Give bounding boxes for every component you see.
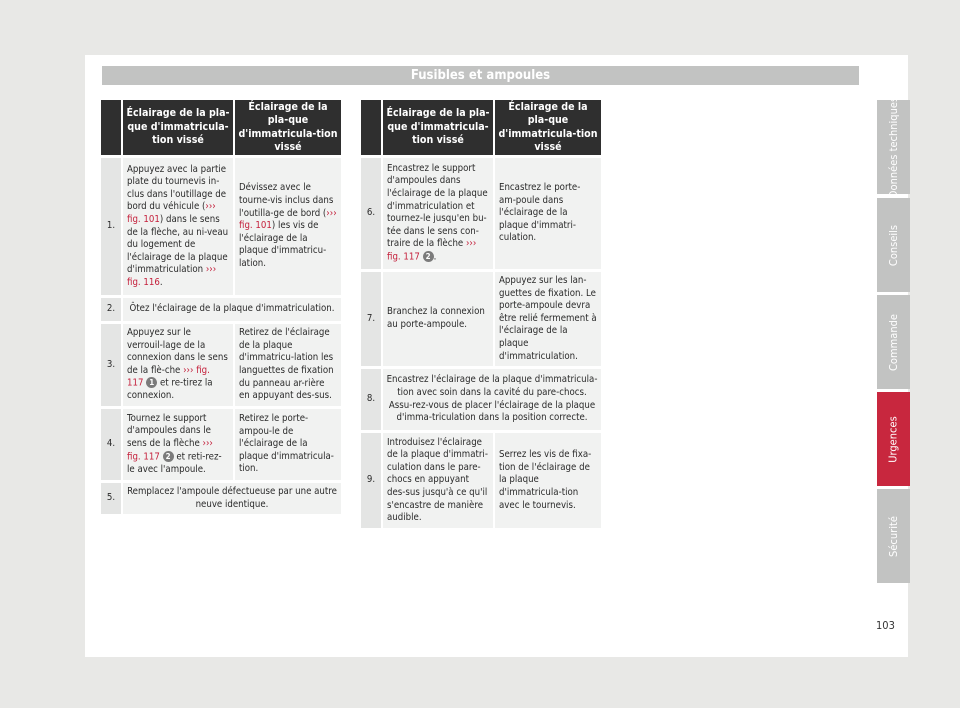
tab-label: Urgences (887, 415, 900, 463)
figure-link[interactable]: fig. 116 (127, 276, 160, 288)
step-number: 3. (101, 321, 123, 406)
figure-link[interactable]: ››› (205, 201, 216, 213)
table-corner (101, 100, 123, 155)
step-text-a: Tournez le support d'ampoules dans le sens de la flèche ››› fig. 117 2 et reti-rez-le avec l'ampoule. (123, 406, 235, 480)
step-text-b: Encastrez le porte-am-poule dans l'éclairage de la plaque d'immatri-culation. (495, 155, 601, 269)
page-header: Fusibles et ampoules (102, 66, 859, 85)
figure-link[interactable]: fig. 117 (387, 251, 420, 263)
column-header-screwed-b: Éclairage de la pla-que d'immatricula-tion vissé (235, 100, 341, 155)
column-header-screwed-a: Éclairage de la pla-que d'immatricula-tion vissé (123, 100, 235, 155)
tab-commande[interactable] (877, 295, 910, 389)
table-row (361, 269, 601, 366)
tab-donnees-techniques[interactable] (877, 96, 910, 198)
step-number: 6. (361, 155, 383, 269)
callout-number: 2 (163, 451, 174, 462)
table-row (361, 366, 601, 430)
callout-number: 1 (146, 377, 157, 388)
step-number: 9. (361, 430, 383, 528)
figure-link[interactable]: ››› (465, 238, 477, 250)
step-text-b: Retirez le porte-ampou-le de l'éclairage de la plaque d'immatricula-tion. (235, 406, 341, 480)
figure-link[interactable]: ››› (202, 438, 213, 450)
procedure-table-right (361, 100, 601, 528)
table-corner (361, 100, 383, 155)
figure-link[interactable]: ››› (326, 207, 337, 219)
tab-label: Commande (887, 313, 900, 371)
step-text-a: Encastrez le support d'ampoules dans l'éclairage de la plaque d'immatriculation et tournez-le jusqu'en bu-tée dans le sens con-traire de la flèche ››› fig. 117 2 . (383, 155, 495, 269)
column-header-screwed-a: Éclairage de la pla-que d'immatricula-tion vissé (383, 100, 495, 155)
step-number: 1. (101, 155, 123, 295)
step-text-a: Branchez la connexion au porte-ampoule. (383, 269, 495, 366)
step-text-b: Retirez de l'éclairage de la plaque d'immatricu-lation les languettes de fixation du panneau ar-rière en appuyant des-sus. (235, 321, 341, 406)
step-number: 5. (101, 480, 123, 514)
figure-link[interactable]: fig. 101 (127, 213, 160, 225)
table-row (361, 430, 601, 528)
figure-link[interactable]: ››› (205, 264, 217, 276)
column-header-screwed-b: Éclairage de la pla-que d'immatricula-tion vissé (495, 100, 601, 155)
step-text-b: Appuyez sur les lan-guettes de fixation. Le porte-ampoule devra être relié fermement à l'éclairage de la plaque d'immatriculation. (495, 269, 601, 366)
procedure-table-left (101, 100, 341, 514)
step-text-a: Introduisez l'éclairage de la plaque d'immatri-culation dans le pare-chocs en appuyant des-sus jusqu'à ce qu'il s'encastre de manière audible. (383, 430, 495, 528)
figure-link[interactable]: fig. 117 (127, 364, 210, 389)
step-text: Ôtez l'éclairage de la plaque d'immatriculation. (123, 295, 341, 321)
figure-link[interactable]: fig. 117 (127, 451, 160, 463)
step-number: 2. (101, 295, 123, 321)
tab-label: Données techniques (887, 96, 900, 198)
step-text: Encastrez l'éclairage de la plaque d'immatricula-tion avec soin dans la cavité du pare-chocs. Assu-rez-vous de placer l'éclairage de la plaque d'imma-triculation dans la position correcte. (383, 366, 601, 430)
page-number: 103 (876, 619, 895, 632)
step-number: 7. (361, 269, 383, 366)
step-number: 4. (101, 406, 123, 480)
table-row (361, 155, 601, 269)
step-text-a: Appuyez sur le verrouil-lage de la connexion dans le sens de la flè-che ››› fig. 117 1 et re-tirez la connexion. (123, 321, 235, 406)
table-row (101, 295, 341, 321)
figure-link[interactable]: ››› (183, 364, 194, 376)
step-text: Remplacez l'ampoule défectueuse par une autre neuve identique. (123, 480, 341, 514)
tab-label: Conseils (887, 224, 900, 266)
table-row (101, 321, 341, 406)
figure-link[interactable]: fig. 101 (239, 220, 272, 232)
callout-number: 2 (423, 251, 434, 262)
tab-securite[interactable] (877, 489, 910, 583)
tab-urgences[interactable] (877, 392, 910, 486)
table-row (101, 480, 341, 514)
table-row (101, 406, 341, 480)
table-row (101, 155, 341, 295)
tab-conseils[interactable] (877, 198, 910, 292)
tab-label: Sécurité (887, 515, 900, 557)
step-text-b: Serrez les vis de fixa-tion de l'éclairage de la plaque d'immatricula-tion avec le tournevis. (495, 430, 601, 528)
step-text-a: Appuyez avec la partie plate du tournevis in-clus dans l'outillage de bord du véhicule (››› fig. 101) dans le sens de la flèche, au ni-veau du logement de l'éclairage de la plaque d'immatriculation ››› fig. 116. (123, 155, 235, 295)
step-number: 8. (361, 366, 383, 430)
step-text-b: Dévissez avec le tourne-vis inclus dans l'outilla-ge de bord (››› fig. 101) les vis de l'éclairage de la plaque d'immatricu-lation. (235, 155, 341, 295)
